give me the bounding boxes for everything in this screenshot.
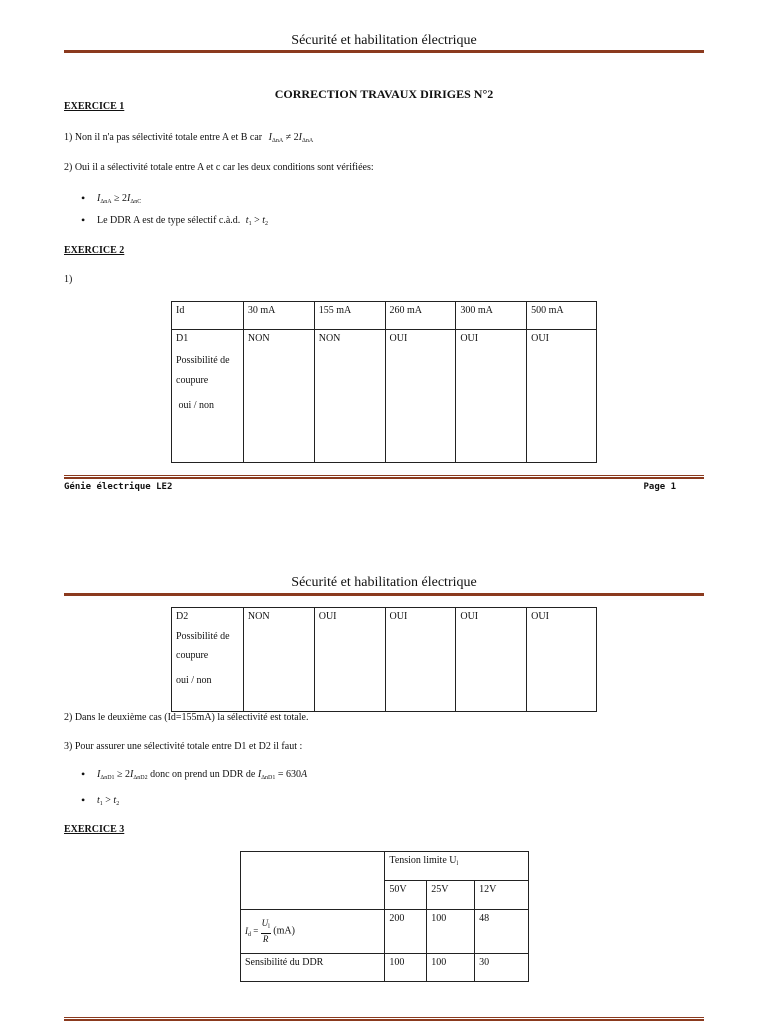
table-row	[241, 954, 529, 982]
exercise-1-heading: EXERCICE 1	[64, 101, 125, 112]
ex1-answer-2: 2) Oui il a sélectivité totale entre A et c car les deux conditions sont vérifiées:	[64, 162, 374, 173]
table-cell: NON	[314, 330, 385, 463]
table-cell: Id	[172, 302, 244, 330]
ex2-item-2: 2) Dans le deuxième cas (Id=155mA) la sélectivité est totale.	[64, 712, 309, 723]
table-cell: 30 mA	[243, 302, 314, 330]
table-cell: OUI	[314, 608, 385, 712]
ex1-bullet-selective: • Le DDR A est de type sélectif c.à.d. $t_1 > t_2$	[97, 215, 268, 227]
table-cell: Tension limite $U_l$	[385, 852, 529, 881]
table-cell: 30	[475, 954, 529, 982]
ddr-sensitivity-table	[240, 851, 529, 982]
table-cell: 12V	[475, 881, 529, 910]
table-cell: OUI	[385, 330, 456, 463]
math-expression: $I_{\Delta nA} \ne 2I_{\Delta nA}$	[268, 132, 314, 144]
page-header: Sécurité et habilitation électrique	[291, 33, 477, 48]
exercise-2-heading: EXERCICE 2	[64, 245, 125, 256]
ex2-bullet-time	[97, 795, 119, 807]
d1-breaking-table	[171, 301, 597, 463]
header-rule	[64, 593, 704, 596]
table-cell: OUI	[527, 608, 597, 712]
page-header: Sécurité et habilitation électrique	[291, 575, 477, 590]
table-cell: OUI	[385, 608, 456, 712]
table-cell: 260 mA	[385, 302, 456, 330]
table-cell: D2 Possibilité de coupure oui / non	[172, 608, 244, 712]
ex2-item-3: 3) Pour assurer une sélectivité totale entre D1 et D2 il faut :	[64, 741, 303, 752]
table-cell: 200	[385, 910, 427, 954]
document-title: CORRECTION TRAVAUX DIRIGES N°2	[274, 87, 494, 101]
math-expression: $t_1 > t_2$	[245, 215, 268, 227]
ex2-bullet-condition: • $I_{\Delta nD1} \ge 2I_{\Delta nD2}$ donc on prend un DDR de $I_{\Delta nD1} = 630A$	[97, 769, 307, 781]
table-cell: 100	[385, 954, 427, 982]
math-expression: $I_{\Delta nD1} = 630A$	[257, 769, 308, 781]
table-cell: OUI	[527, 330, 597, 463]
table-cell: 48	[475, 910, 529, 954]
table-cell: Sensibilité du DDR	[241, 954, 385, 982]
header-rule	[64, 50, 704, 53]
table-cell: NON	[243, 330, 314, 463]
footer-left: Génie électrique LE2	[64, 482, 173, 492]
page-number: Page 1	[643, 482, 676, 492]
table-cell: NON	[243, 608, 314, 712]
footer-rule	[64, 475, 704, 479]
d2-breaking-table	[171, 607, 597, 712]
table-cell: 300 mA	[456, 302, 527, 330]
math-expression: $I_{\Delta nA} \ge 2I_{\Delta nC}$	[97, 193, 142, 205]
ex1-answer-1: 1) Non il n'a pas sélectivité totale entre A et B car $I_{\Delta nA} \ne 2I_{\Delta nA}$	[64, 132, 314, 144]
ex1-bullet-condition	[97, 193, 141, 205]
table-row	[241, 852, 529, 881]
table-cell: $I_d$ = $\frac{U_l}{R}$ (mA)	[241, 910, 385, 954]
table-cell: D1 Possibilité de coupure oui / non	[172, 330, 244, 463]
table-cell	[241, 852, 385, 910]
table-cell: 155 mA	[314, 302, 385, 330]
table-row	[172, 608, 597, 712]
table-row	[172, 330, 597, 463]
table-cell: 500 mA	[527, 302, 597, 330]
footer-rule	[64, 1017, 704, 1021]
table-header-row	[172, 302, 597, 330]
table-cell: 100	[427, 954, 475, 982]
math-expression: $t_1 > t_2$	[97, 795, 120, 807]
ex2-item-1: 1)	[64, 274, 73, 285]
table-cell: 25V	[427, 881, 475, 910]
table-cell: OUI	[456, 330, 527, 463]
math-expression: $I_{\Delta nD1} \ge 2I_{\Delta nD2}$	[97, 769, 148, 781]
table-cell: 50V	[385, 881, 427, 910]
table-cell: 100	[427, 910, 475, 954]
formula: $I_d$ = $\frac{U_l}{R}$	[245, 918, 270, 944]
table-cell: OUI	[456, 608, 527, 712]
table-row	[241, 910, 529, 954]
exercise-3-heading: EXERCICE 3	[64, 824, 125, 835]
